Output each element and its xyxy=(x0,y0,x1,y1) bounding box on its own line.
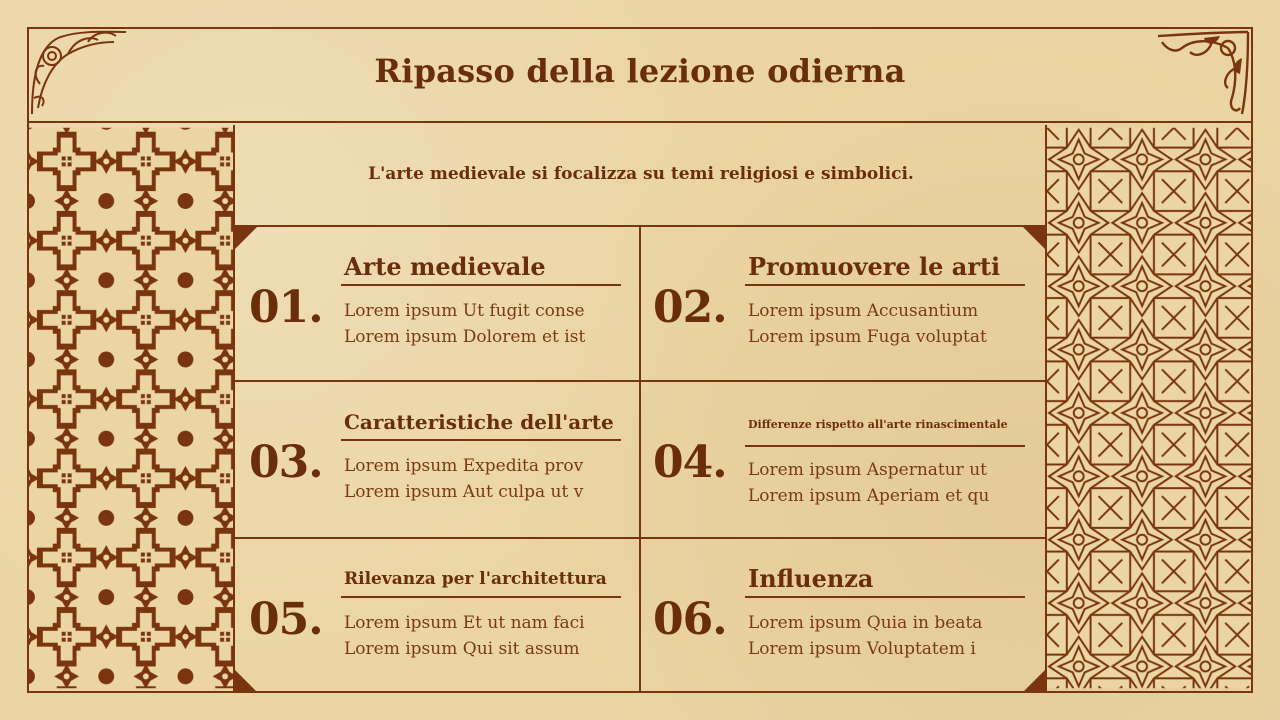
topic-card-03 xyxy=(237,382,641,537)
corner-ornament-icon xyxy=(1152,28,1252,118)
heading-rule xyxy=(341,284,621,286)
topic-line: Lorem ipsum Quia in beata xyxy=(748,613,983,633)
topic-line: Lorem ipsum Fuga voluptat xyxy=(748,327,987,347)
topic-line: Lorem ipsum Accusantium xyxy=(748,301,979,321)
heading-rule xyxy=(341,439,621,441)
topic-line: Lorem ipsum Aut culpa ut v xyxy=(344,482,584,502)
topic-card-02 xyxy=(641,227,1045,382)
subtitle: L'arte medievale si focalizza su temi religiosi e simbolici. xyxy=(368,164,914,184)
heading-rule xyxy=(745,284,1025,286)
left-geometric-pattern xyxy=(29,125,235,691)
topic-number: 03. xyxy=(249,437,323,488)
topic-heading: Rilevanza per l'architettura xyxy=(344,569,607,589)
topic-line: Lorem ipsum Et ut nam faci xyxy=(344,613,585,633)
topic-card-01 xyxy=(237,227,641,382)
topic-line: Lorem ipsum Expedita prov xyxy=(344,456,584,476)
topic-line: Lorem ipsum Ut fugit conse xyxy=(344,301,585,321)
topic-number: 05. xyxy=(249,594,323,645)
topic-number: 02. xyxy=(653,282,727,333)
topic-number: 01. xyxy=(249,282,323,333)
corner-ornament-icon xyxy=(28,28,128,118)
topic-heading: Differenze rispetto all'arte rinascimentale xyxy=(748,418,1008,431)
topic-line: Lorem ipsum Qui sit assum xyxy=(344,639,580,659)
topic-line: Lorem ipsum Aspernatur ut xyxy=(748,460,987,480)
topic-number: 04. xyxy=(653,437,727,488)
topic-card-06 xyxy=(641,539,1045,694)
topic-card-04 xyxy=(641,382,1045,537)
topic-heading: Influenza xyxy=(748,564,874,593)
topic-line: Lorem ipsum Dolorem et ist xyxy=(344,327,586,347)
topic-heading: Caratteristiche dell'arte xyxy=(344,410,614,434)
right-geometric-pattern xyxy=(1045,125,1251,691)
topic-line: Lorem ipsum Voluptatem i xyxy=(748,639,976,659)
topic-number: 06. xyxy=(653,594,727,645)
slide-title: Ripasso della lezione odierna xyxy=(374,52,906,90)
heading-rule xyxy=(745,445,1025,447)
topic-card-05 xyxy=(237,539,641,694)
heading-rule xyxy=(341,596,621,598)
heading-rule xyxy=(745,596,1025,598)
topic-heading: Arte medievale xyxy=(344,252,546,281)
topic-line: Lorem ipsum Aperiam et qu xyxy=(748,486,990,506)
topic-heading: Promuovere le arti xyxy=(748,252,1001,281)
